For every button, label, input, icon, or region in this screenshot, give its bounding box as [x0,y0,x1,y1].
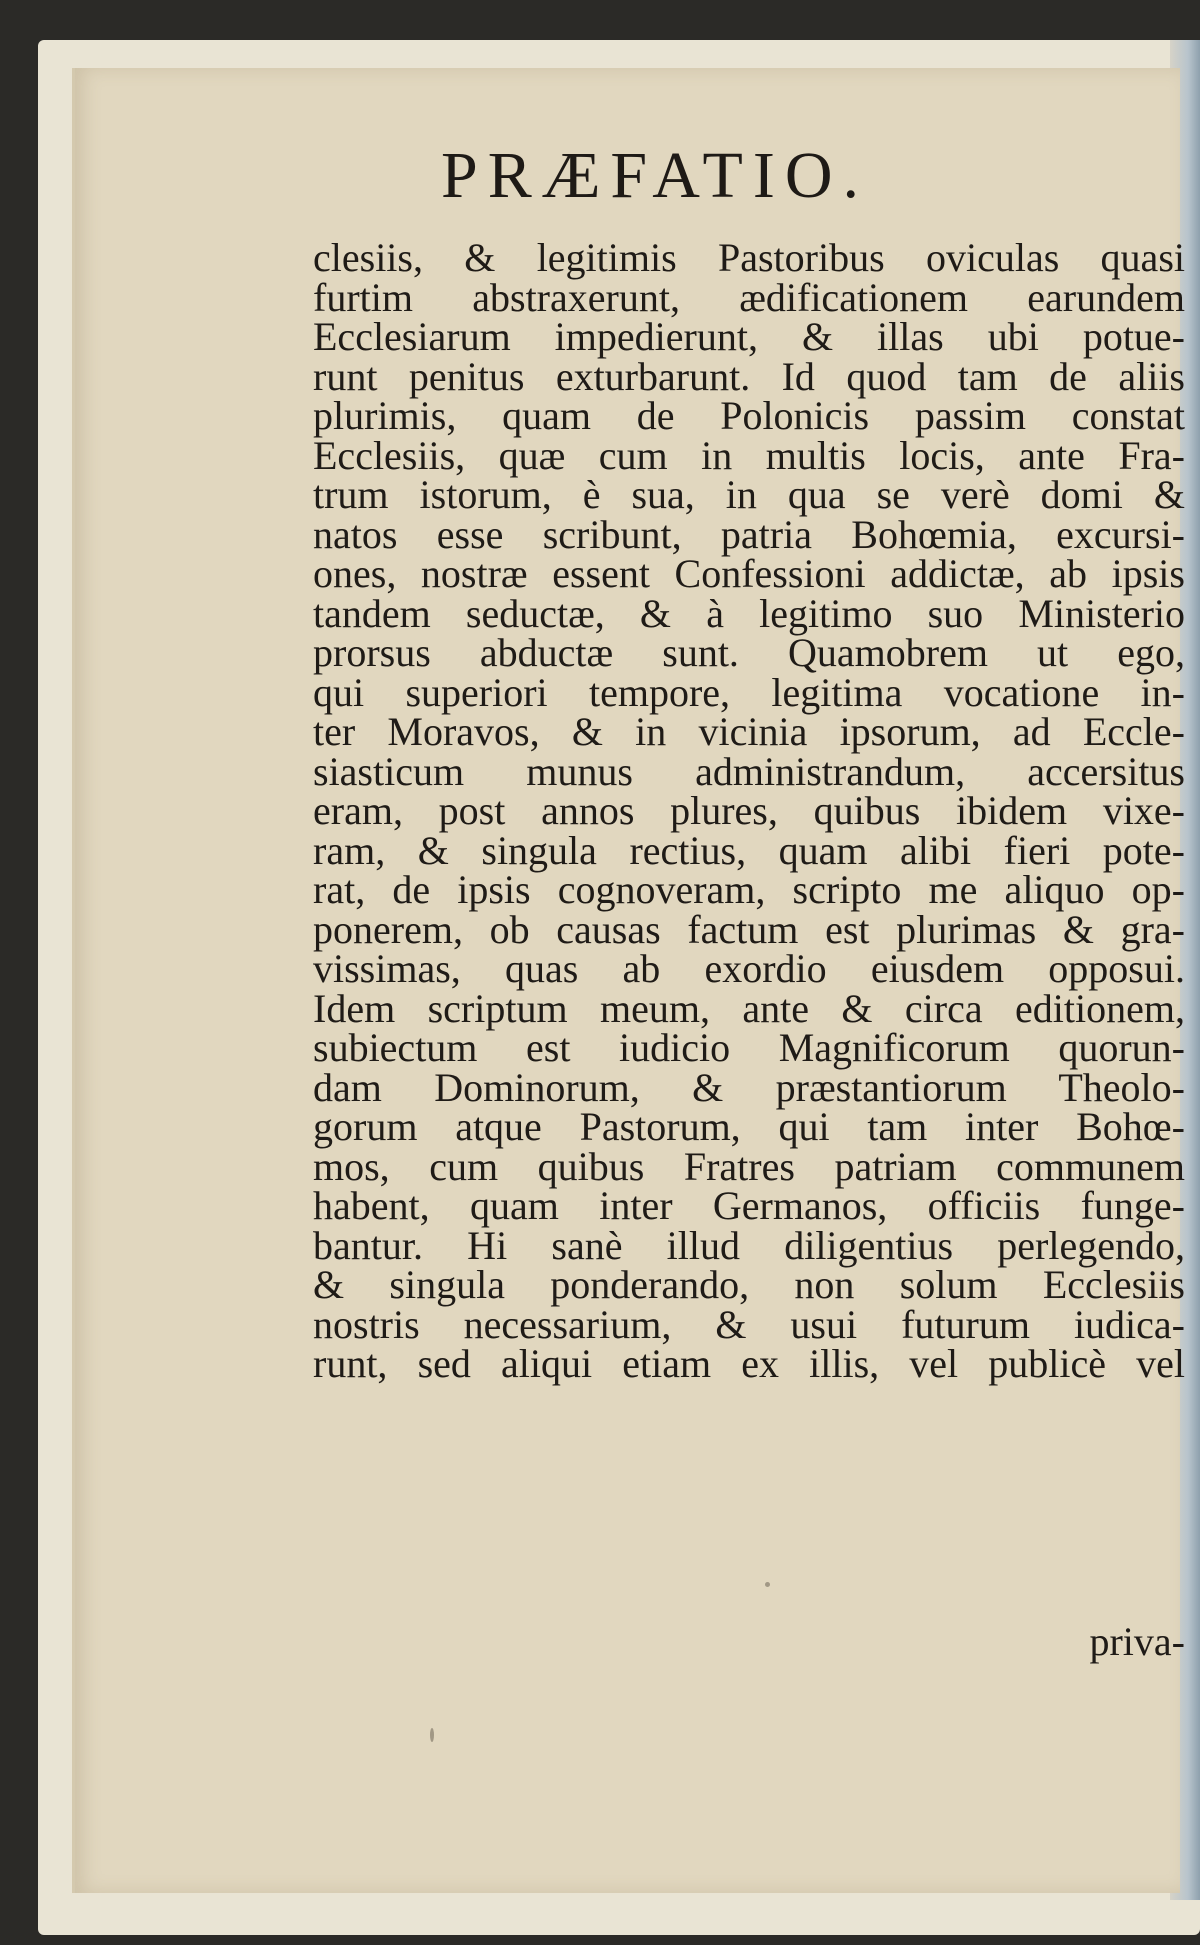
text-line: dam Dominorum, & præstantiorum Theolo- [313,1064,1185,1110]
text-line: gorum atque Pastorum, qui tam inter Bohœ- [313,1104,1185,1149]
text-line: natos esse scribunt, patria Bohœmia, excursi- [313,511,1185,557]
body-text [313,235,1185,1386]
text-line: ponerem, ob causas factum est plurimas & gra- [313,906,1185,952]
text-line: mos, cum quibus Fratres patriam communem [313,1143,1185,1189]
text-line: ter Moravos, & in vicinia ipsorum, ad Eccle- [313,709,1185,754]
text-line: subiectum est iudicio Magnificorum quorun- [313,1025,1185,1070]
text-line: & singula ponderando, non solum Ecclesiis [313,1262,1185,1307]
text-line: vissimas, quas ab exordio eiusdem opposui. [313,946,1185,991]
text-line: qui superiori tempore, legitima vocatione in- [313,669,1185,715]
text-line: rat, de ipsis cognoveram, scripto me aliquo op- [313,867,1185,912]
text-line: prorsus abductæ sunt. Quamobrem ut ego, [313,630,1185,675]
running-header: PRÆFATIO. [440,139,870,212]
text-line: plurimis, quam de Polonicis passim constat [313,393,1185,438]
text-line: Idem scriptum meum, ante & circa editionem, [313,985,1185,1031]
text-line: clesiis, & legitimis Pastoribus oviculas quasi [313,235,1185,280]
text-line: bantur. Hi sanè illud diligentius perlegendo, [313,1222,1185,1268]
text-line: runt, sed aliqui etiam ex illis, vel publicè vel [313,1341,1185,1386]
text-line: Ecclesiis, quæ cum in multis locis, ante Fra- [313,432,1185,478]
catchword: priva- [1089,1619,1185,1664]
text-line: furtim abstraxerunt, ædificationem earundem [313,274,1185,320]
book-page [72,68,1185,1893]
text-line: Ecclesiarum impedierunt, & illas ubi potue- [313,314,1185,359]
paper-speck [765,1582,770,1587]
text-line: trum istorum, è sua, in qua se verè domi & [313,472,1185,517]
text-line: ram, & singula rectius, quam alibi fieri pote- [313,827,1185,873]
ink-speck [430,1728,434,1742]
text-line: siasticum munus administrandum, accersitus [313,748,1185,794]
text-line: ones, nostræ essent Confessioni addictæ, ab ipsis [313,551,1185,596]
text-line: eram, post annos plures, quibus ibidem vixe- [313,788,1185,833]
text-line: habent, quam inter Germanos, officiis funge- [313,1183,1185,1228]
text-line: runt penitus exturbarunt. Id quod tam de aliis [313,353,1185,399]
text-line: tandem seductæ, & à legitimo suo Ministerio [313,590,1185,636]
text-line: nostris necessarium, & usui futurum iudica- [313,1301,1185,1347]
